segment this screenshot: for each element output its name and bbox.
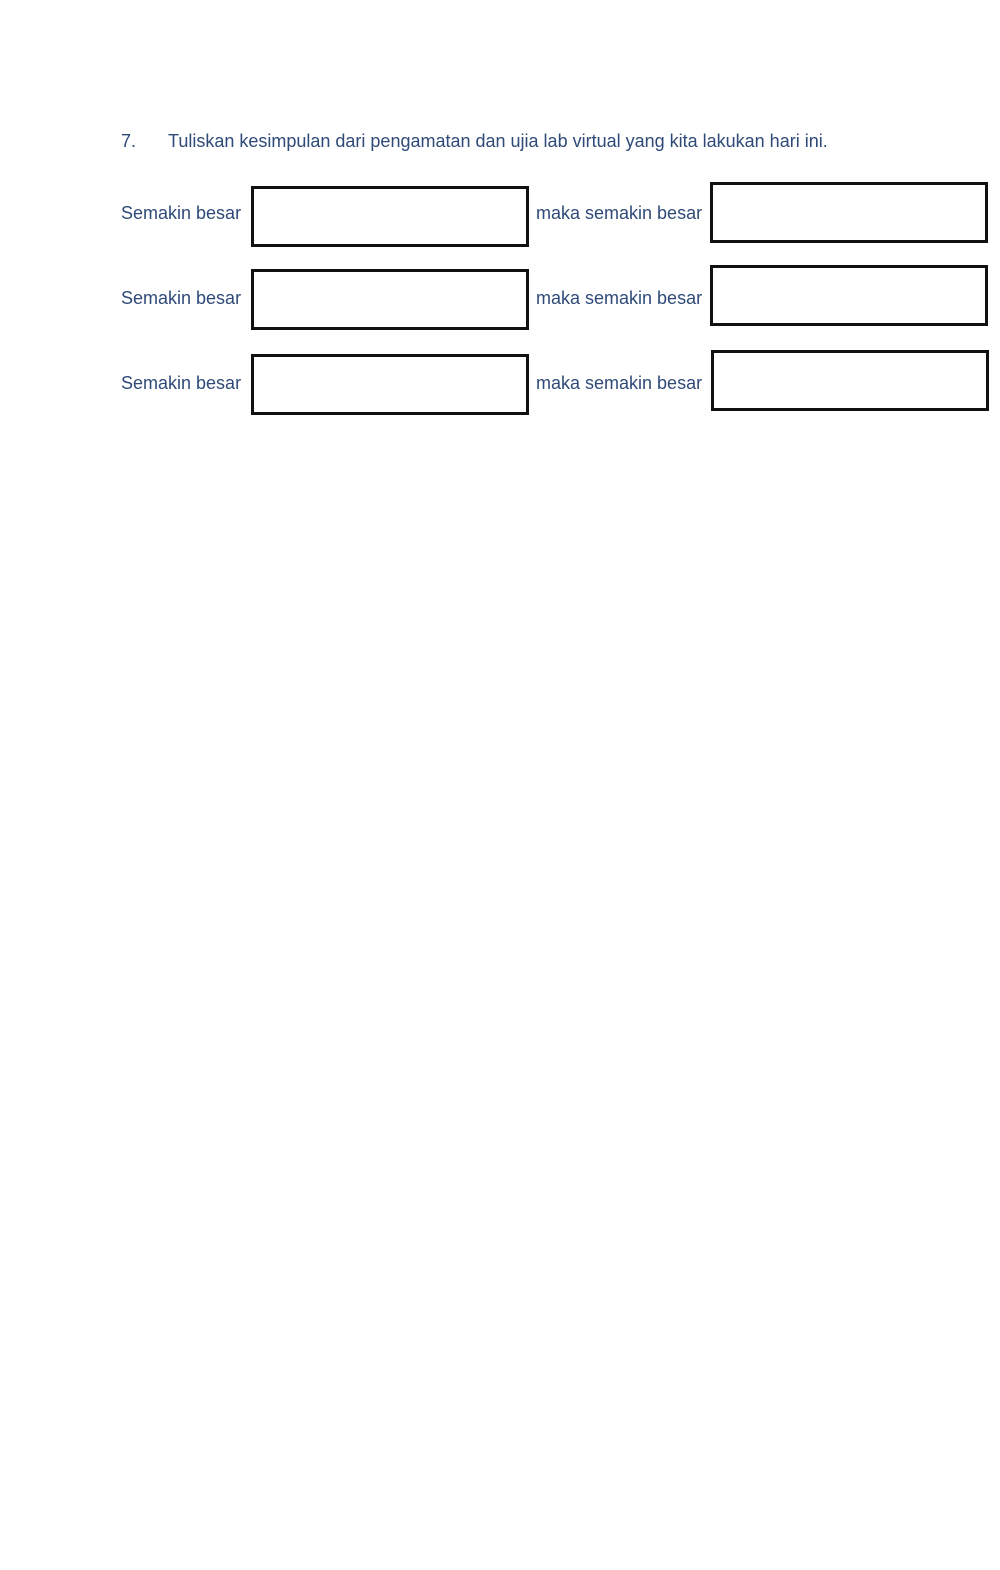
row-3-right-label: maka semakin besar: [536, 373, 703, 393]
question-7: [121, 130, 828, 152]
row-3-left-label: Semakin besar: [121, 373, 242, 393]
row-1-right-label: maka semakin besar: [536, 203, 703, 223]
row-1-left-label: Semakin besar: [121, 203, 242, 223]
row-3-left-answer-box[interactable]: [251, 354, 529, 415]
row-2-left-answer-box[interactable]: [251, 269, 529, 330]
question-number: 7.: [121, 131, 137, 151]
row-1-right-answer-box[interactable]: [710, 182, 988, 243]
row-3-right-answer-box[interactable]: [711, 350, 989, 411]
row-2-right-answer-box[interactable]: [710, 265, 988, 326]
row-2-right-label: maka semakin besar: [536, 288, 703, 308]
row-1-left-answer-box[interactable]: [251, 186, 529, 247]
question-text: Tuliskan kesimpulan dari pengamatan dan ujia lab virtual yang kita lakukan hari ini.: [168, 131, 828, 151]
row-2-left-label: Semakin besar: [121, 288, 242, 308]
